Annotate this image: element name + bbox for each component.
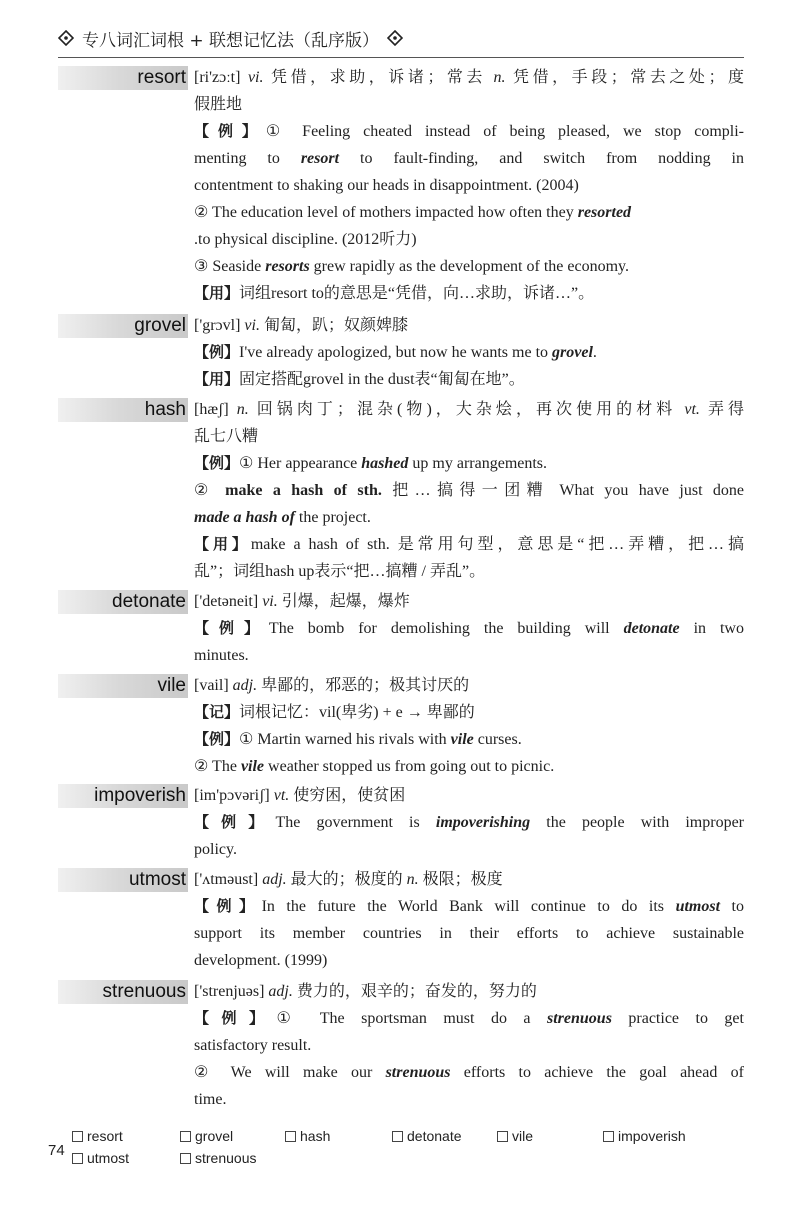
text-run: minutes. <box>194 647 249 664</box>
text-run: the people with improper <box>530 814 744 831</box>
keyword-highlight: hashed <box>361 455 409 472</box>
text-run: 费力的，艰辛的；奋发的，努力的 <box>292 983 537 1000</box>
checklist-label: resort <box>87 1128 123 1144</box>
text-run: 词根记忆：vil(卑劣) + e → 卑鄙的 <box>239 704 475 721</box>
entry-line <box>194 64 744 91</box>
text-run: ③ Seaside <box>194 258 266 275</box>
header-title: 专八词汇词根 + 联想记忆法（乱序版） <box>82 30 380 51</box>
headword: strenuous <box>58 980 188 1004</box>
entry-line <box>194 91 744 118</box>
entry-line <box>194 672 744 699</box>
diamond-icon <box>58 30 74 46</box>
section-tag: 【例】 <box>194 619 269 637</box>
headword: hash <box>58 398 188 422</box>
text-run: curses. <box>473 731 522 748</box>
text-run: 凭借，手段；常去之处；度 <box>505 69 744 86</box>
checklist-item-resort[interactable] <box>72 1128 123 1144</box>
entry-line <box>194 423 744 450</box>
checkbox-icon[interactable] <box>285 1131 296 1142</box>
entry-line <box>194 396 744 423</box>
entry-line <box>194 226 744 253</box>
part-of-speech: vi. <box>244 317 260 334</box>
entry-line <box>194 947 744 974</box>
text-run: ['strenjuəs] <box>194 983 269 1000</box>
text-run: 弄得 <box>699 401 744 418</box>
text-run: to <box>720 898 744 915</box>
section-tag: 【记】 <box>194 703 240 721</box>
checklist-label: strenuous <box>195 1150 257 1166</box>
entry-line <box>194 477 744 504</box>
keyword-highlight: resorts <box>265 258 310 275</box>
keyword-highlight: resorted <box>577 204 632 221</box>
text-run: 乱七八糟 <box>194 428 259 445</box>
part-of-speech: n. <box>236 401 249 418</box>
bold-phrase: make a hash of sth. <box>225 482 382 499</box>
checkbox-icon[interactable] <box>497 1131 508 1142</box>
entry-body <box>194 588 744 669</box>
entry-line <box>194 920 744 947</box>
checklist-label: vile <box>512 1128 534 1144</box>
text-run: ['ʌtməust] <box>194 871 263 888</box>
text-run: ① Her appearance <box>239 455 362 472</box>
checklist-item-grovel[interactable] <box>180 1128 233 1144</box>
headword: vile <box>58 674 188 698</box>
checklist-item-impoverish[interactable] <box>603 1128 686 1144</box>
text-run: time. <box>194 1091 227 1108</box>
checkbox-icon[interactable] <box>72 1131 83 1142</box>
entry-body <box>194 866 744 974</box>
checklist-item-utmost[interactable] <box>72 1150 129 1166</box>
keyword-highlight: strenuous <box>547 1010 612 1027</box>
checkbox-icon[interactable] <box>392 1131 403 1142</box>
section-tag: 【用】 <box>194 284 240 302</box>
keyword-highlight: vile <box>240 758 265 775</box>
text-run: 凭借，求助，诉诸；常去 <box>263 69 494 86</box>
text-run: [vail] <box>194 677 233 694</box>
entry-line <box>194 558 744 585</box>
text-run: ② The education level of mothers impacted how often they <box>194 204 578 221</box>
section-tag: 【例】 <box>194 1009 277 1027</box>
text-run: 引爆，起爆，爆炸 <box>277 593 410 610</box>
entry-line <box>194 893 744 920</box>
checklist-label: detonate <box>407 1128 462 1144</box>
text-run: 固定搭配grovel in the dust表“匍匐在地”。 <box>239 371 525 388</box>
keyword-highlight: grovel <box>552 344 593 361</box>
text-run: support its member countries in their efforts to achieve sustainable <box>194 925 744 942</box>
entry-line <box>194 504 744 531</box>
part-of-speech: adj. <box>268 983 293 1000</box>
section-tag: 【例】 <box>194 454 240 472</box>
entry-body <box>194 396 744 585</box>
entry-line <box>194 699 744 726</box>
text-run: efforts to achieve the goal ahead of <box>450 1064 745 1081</box>
header-divider <box>58 57 744 58</box>
text-run: grew rapidly as the development of the economy. <box>309 258 629 275</box>
entry-line <box>194 753 744 780</box>
page-number: 74 <box>48 1142 65 1159</box>
checkbox-icon[interactable] <box>603 1131 614 1142</box>
entry-line <box>194 978 744 1005</box>
keyword-highlight: impoverishing <box>435 814 531 831</box>
entry-line <box>194 588 744 615</box>
text-run: ['detəneit] <box>194 593 263 610</box>
entry-line <box>194 450 744 477</box>
text-run: The government is <box>275 814 436 831</box>
text-run: contentment to shaking our heads in disappointment. (2004) <box>194 177 579 194</box>
section-tag: 【例】 <box>194 730 240 748</box>
text-run: .to physical discipline. (2012听力) <box>194 231 417 248</box>
entry-line <box>194 866 744 893</box>
checklist-item-detonate[interactable] <box>392 1128 462 1144</box>
text-run: ① The sportsman must do a <box>276 1010 547 1027</box>
checklist-label: hash <box>300 1128 331 1144</box>
text-run: In the future the World Bank will continue to do its <box>261 898 676 915</box>
part-of-speech: n. <box>493 69 506 86</box>
entry-line <box>194 172 744 199</box>
entry-body <box>194 978 744 1113</box>
part-of-speech: vi. <box>247 69 264 86</box>
checklist-label: grovel <box>195 1128 234 1144</box>
text-run: 极限；极度 <box>418 871 503 888</box>
text-run: up my arrangements. <box>408 455 548 472</box>
text-run: 乱”；词组hash up表示“把…搞糟 / 弄乱”。 <box>194 563 486 580</box>
text-run: in two <box>679 620 744 637</box>
keyword-highlight: resort <box>300 150 340 167</box>
part-of-speech: vi. <box>262 593 278 610</box>
diamond-icon <box>387 30 403 46</box>
headword: utmost <box>58 868 188 892</box>
page-header <box>58 24 403 52</box>
text-run: I've already apologized, but now he wants me to <box>239 344 553 361</box>
section-tag: 【用】 <box>194 535 251 553</box>
text-run: practice to get <box>611 1010 744 1027</box>
text-run: ① Martin warned his rivals with <box>239 731 451 748</box>
entry-line <box>194 726 744 753</box>
text-run: ② <box>194 482 226 499</box>
entry-line <box>194 199 744 226</box>
text-run: [hæʃ] <box>194 401 237 418</box>
entry-line <box>194 145 744 172</box>
text-run: the project. <box>294 509 371 526</box>
section-tag: 【例】 <box>194 813 276 831</box>
entry-line <box>194 1059 744 1086</box>
text-run: 匍匐，趴；奴颜婢膝 <box>259 317 408 334</box>
text-run: 回锅肉丁；混杂(物)，大杂烩，再次使用的材料 <box>248 401 685 418</box>
entry-line <box>194 339 744 366</box>
text-run: The bomb for demolishing the building will <box>268 620 624 637</box>
text-run: 把…搞得一团糟 What you have just done <box>381 482 745 499</box>
text-run: ['grɔvl] <box>194 317 245 334</box>
checklist-item-strenuous[interactable] <box>180 1150 256 1166</box>
text-run: satisfactory result. <box>194 1037 312 1054</box>
keyword-highlight: strenuous <box>385 1064 451 1081</box>
text-run: [ri'zɔːt] <box>194 69 248 86</box>
section-tag: 【例】 <box>194 343 240 361</box>
part-of-speech: adj. <box>262 871 287 888</box>
text-run: 词组resort to的意思是“凭借，向…求助，诉诸…”。 <box>239 285 595 302</box>
part-of-speech: adj. <box>232 677 258 694</box>
part-of-speech: n. <box>406 871 419 888</box>
text-run: ① Feeling cheated instead of being pleased, we stop compli- <box>265 123 744 140</box>
entry-body <box>194 64 744 307</box>
text-run: to fault-finding, and switch from nodding in <box>339 150 744 167</box>
part-of-speech: vt. <box>684 401 700 418</box>
entry-line <box>194 1032 744 1059</box>
entry-line <box>194 280 744 307</box>
headword: detonate <box>58 590 188 614</box>
entry-line <box>194 118 744 145</box>
entry-line <box>194 1086 744 1113</box>
keyword-highlight: utmost <box>675 898 721 915</box>
section-tag: 【例】 <box>194 122 266 140</box>
entry-line <box>194 642 744 669</box>
entry-line <box>194 809 744 836</box>
entry-line <box>194 836 744 863</box>
entry-body <box>194 782 744 863</box>
checklist-item-hash[interactable] <box>285 1128 330 1144</box>
text-run: ② We will make our <box>194 1064 386 1081</box>
text-run: 最大的；极度的 <box>286 871 407 888</box>
text-run: 使穷困，使贫困 <box>289 787 406 804</box>
checkbox-icon[interactable] <box>180 1131 191 1142</box>
part-of-speech: vt. <box>273 787 290 804</box>
keyword-highlight: detonate <box>623 620 680 637</box>
entry-line <box>194 615 744 642</box>
headword: grovel <box>58 314 188 338</box>
text-run: ② The <box>194 758 241 775</box>
keyword-highlight: made a hash of <box>194 509 295 526</box>
text-run: 卑鄙的，邪恶的；极其讨厌的 <box>257 677 470 694</box>
text-run: . <box>592 344 597 361</box>
text-run: weather stopped us from going out to picnic. <box>264 758 555 775</box>
entry-line <box>194 366 744 393</box>
checkbox-icon[interactable] <box>72 1153 83 1164</box>
section-tag: 【例】 <box>194 897 262 915</box>
text-run: [im'pɔvəriʃ] <box>194 787 274 804</box>
checklist-label: utmost <box>87 1150 130 1166</box>
entry-line <box>194 253 744 280</box>
headword: resort <box>58 66 188 90</box>
entry-line <box>194 312 744 339</box>
entry-line <box>194 1005 744 1032</box>
entry-line <box>194 531 744 558</box>
text-run: 假胜地 <box>194 96 243 113</box>
checkbox-icon[interactable] <box>180 1153 191 1164</box>
text-run: development. (1999) <box>194 952 328 969</box>
text-run: policy. <box>194 841 237 858</box>
checklist-label: impoverish <box>618 1128 686 1144</box>
keyword-highlight: vile <box>450 731 474 748</box>
entry-body <box>194 672 744 780</box>
checklist-item-vile[interactable] <box>497 1128 533 1144</box>
entry-body <box>194 312 744 393</box>
section-tag: 【用】 <box>194 370 240 388</box>
headword: impoverish <box>58 784 188 808</box>
entry-line <box>194 782 744 809</box>
text-run: menting to <box>194 150 301 167</box>
text-run: make a hash of sth. 是常用句型，意思是“把…弄糟，把…搞 <box>250 536 744 553</box>
